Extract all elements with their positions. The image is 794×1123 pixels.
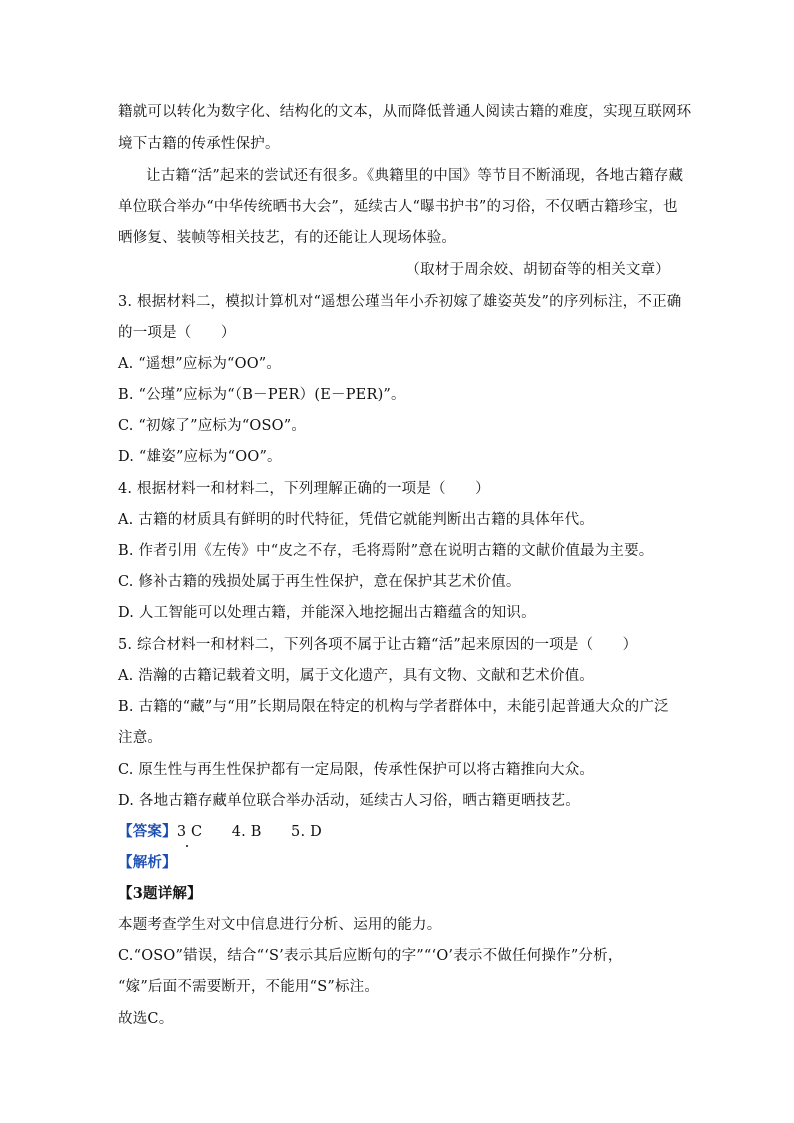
analysis-line: 故选C。 [118,1011,174,1027]
passage-line: 单位联合举办“中华传统晒书大会”，延续古人“曝书护书”的习俗，不仅晒古籍珍宝，也 [118,199,678,215]
question-5-option-d: D. 各地古籍存藏单位联合举办活动，延续古人习俗，晒古籍更晒技艺。 [118,793,580,809]
analysis-tag: 【解析】 [118,854,177,871]
question-4-option-b: B. 作者引用《左传》中“皮之不存，毛将焉附”意在说明古籍的文献价值最为主要。 [118,543,654,559]
answer-text: 3 C 4. B 5. D [176,824,322,840]
passage-line: 晒修复、装帧等相关技艺，有的还能让人现场体验。 [118,230,457,246]
analysis-line: C.“OSO”错误，结合“‘S’表示其后应断句的字”“‘O’表示不做任何操作”分析， [118,948,623,964]
analysis-line: “嫁”后面不需要断开，不能用“S”标注。 [118,979,380,995]
question-4-option-c: C. 修补古籍的残损处属于再生性保护，意在保护其艺术价值。 [118,574,521,590]
question-3-option-c: C. “初嫁了”应标为“OSO”。 [118,418,307,434]
passage-line: 让古籍“活”起来的尝试还有很多。《典籍里的中国》等节目不断涌现，各地古籍存藏 [146,168,684,184]
question-5-option-b: B. 古籍的“藏”与“用”长期局限在特定的机构与学者群体中，未能引起普通大众的广泛 [118,699,669,715]
question-3-stem: 的一项是（ ） [118,325,236,341]
question-3-stem: 3. 根据材料二，模拟计算机对“遥想公瑾当年小乔初嫁了雄姿英发”的序列标注，不正确 [118,294,682,310]
answer-mark-dot [186,845,188,847]
passage-source: （取材于周余姣、胡韧奋等的相关文章） [405,262,670,278]
question-4-stem: 4. 根据材料一和材料二，下列理解正确的一项是（ ） [118,481,490,497]
question-4-option-a: A. 古籍的材质具有鲜明的时代特征，凭借它就能判断出古籍的具体年代。 [118,512,594,528]
question-5-option-c: C. 原生性与再生性保护都有一定局限，传承性保护可以将古籍推向大众。 [118,762,595,778]
question-3-option-a: A. “遥想”应标为“OO”。 [118,356,282,372]
answer-line [118,822,322,842]
question-5-option-a: A. 浩瀚的古籍记载着文明，属于文化遗产，具有文物、文献和艺术价值。 [118,668,594,684]
passage-line: 境下古籍的传承性保护。 [118,136,280,152]
question-4-option-d: D. 人工智能可以处理古籍，并能深入地挖掘出古籍蕴含的知识。 [118,605,536,621]
passage-line: 籍就可以转化为数字化、结构化的文本，从而降低普通人阅读古籍的难度，实现互联网环 [118,104,692,120]
question-5-stem: 5. 综合材料一和材料二，下列各项不属于让古籍“活”起来原因的一项是（ ） [118,637,638,653]
analysis-subtag: 【3题详解】 [118,885,202,902]
question-3-option-d: D. “雄姿”应标为“OO”。 [118,449,282,465]
answer-tag: 【答案】 [118,823,177,840]
question-5-option-b-cont: 注意。 [118,730,163,746]
question-3-option-b: B. “公瑾”应标为“（B－PER）(E－PER)”。 [118,387,406,403]
analysis-line: 本题考查学生对文中信息进行分析、运用的能力。 [118,917,442,933]
